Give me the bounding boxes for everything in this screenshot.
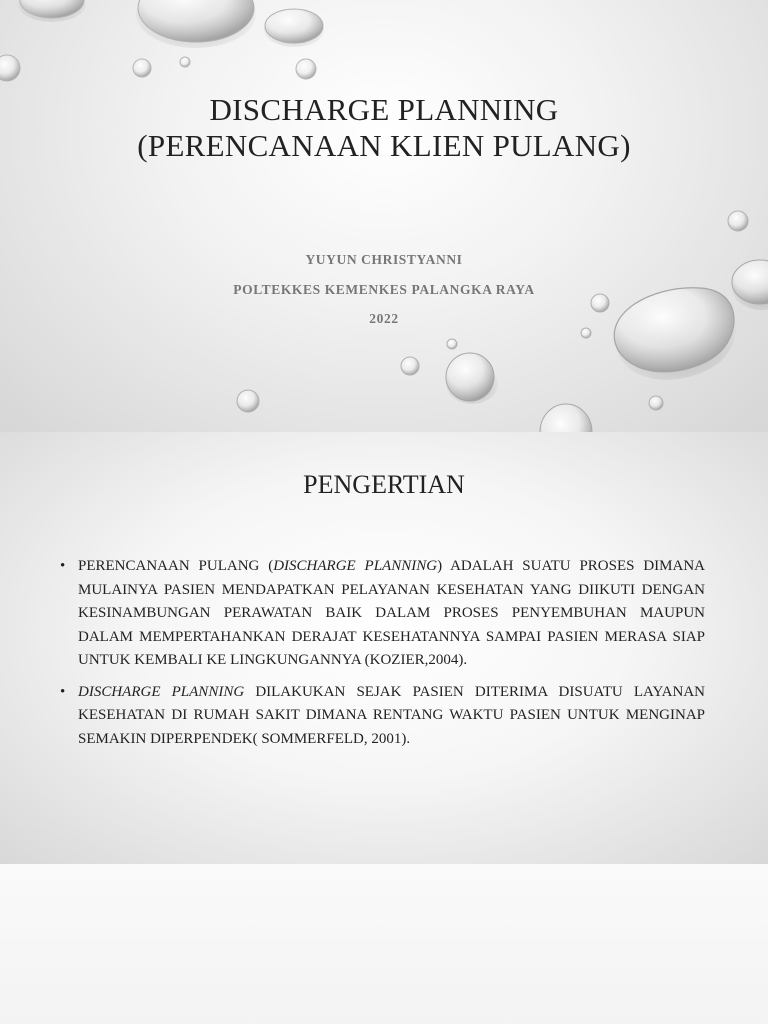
bullet-1-pre: PERENCANAAN PULANG ( xyxy=(78,558,274,574)
water-drop-icon xyxy=(0,55,20,81)
bullet-item xyxy=(60,681,705,752)
bullet-1-emphasis: DISCHARGE PLANNING xyxy=(273,558,438,574)
title-line-1: DISCHARGE PLANNING xyxy=(209,92,559,127)
bullet-icon: • xyxy=(60,683,66,700)
bullet-2-post: DILAKUKAN SEJAK PASIEN DITERIMA DISUATU LAYANAN KESEHATAN DI RUMAH SAKIT DIMANA RENTANG WAKTU PASIEN UNTUK MENGINAP SEMAKIN DIPERPENDEK( SOMMERFELD, 2001). xyxy=(78,683,705,747)
water-drop-icon xyxy=(728,211,748,231)
section-heading: PENGERTIAN xyxy=(303,470,465,499)
bullet-icon: • xyxy=(60,558,66,574)
author-name: YUYUN CHRISTYANNI xyxy=(305,252,463,267)
water-drop-icon xyxy=(446,353,498,404)
water-drop-icon xyxy=(401,357,419,375)
water-drop-icon xyxy=(447,339,457,349)
bullet-list xyxy=(60,555,705,759)
water-drop-icon xyxy=(237,390,259,412)
water-drop-icon xyxy=(649,396,663,410)
water-drop-icon xyxy=(180,57,190,67)
bullet-1-post: ) ADALAH SUATU PROSES DIMANA MULAINYA PASIEN MENDAPATKAN PELAYANAN KESEHATAN YANG DIIKUTI DENGAN KESINAMBUNGAN PERAWATAN BAIK DALAM PROSES PENYEMBUHAN MAUPUN DALAM MEMPERTAHANKAN DERAJAT KESEHATANNYA SAMPAI PASIEN MERASA SIAP UNTUK KEMBALI KE LINGKUNGANNYA (KOZIER,2004). xyxy=(78,558,706,668)
water-drop-icon xyxy=(614,288,736,380)
year: 2022 xyxy=(369,311,399,326)
next-slide-preview xyxy=(0,864,768,1024)
bullet-2-emphasis: DISCHARGE PLANNING xyxy=(78,683,245,700)
water-drop-icon xyxy=(264,9,324,47)
water-drop-icon xyxy=(133,59,151,77)
water-drop-icon xyxy=(136,0,256,48)
title-line-2: (PERENCANAAN KLIEN PULANG) xyxy=(137,128,631,163)
water-drops-decoration xyxy=(0,0,768,432)
water-drop-icon xyxy=(581,328,591,338)
water-drop-icon xyxy=(18,0,86,22)
title-slide xyxy=(0,0,768,432)
water-drop-icon xyxy=(296,59,316,79)
bullet-item xyxy=(60,555,705,673)
slide-title xyxy=(0,92,768,164)
water-drop-icon xyxy=(540,404,592,432)
institution-name: POLTEKKES KEMENKES PALANGKA RAYA xyxy=(233,282,535,297)
